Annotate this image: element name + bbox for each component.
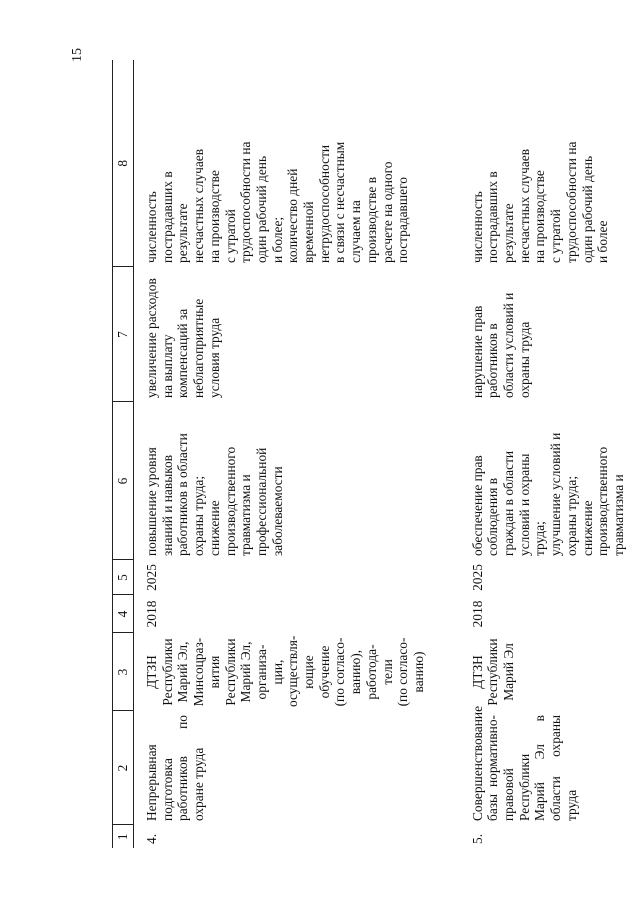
cell-line: травматизма и xyxy=(238,474,254,556)
cell-line: нетрудоспособности xyxy=(316,144,332,263)
cell-line: с утратой xyxy=(548,209,564,263)
header-row xyxy=(113,60,134,848)
cell-line: численность xyxy=(144,191,159,263)
cell-line: случаем на xyxy=(348,200,364,263)
cell-line: труда; xyxy=(532,521,548,556)
table-row xyxy=(430,60,630,848)
cell-line: работников в области xyxy=(175,433,191,556)
cell-line: Минсоцраз- xyxy=(191,637,207,707)
indicators-cell xyxy=(430,60,630,267)
cell-line: численность xyxy=(469,191,485,263)
cell-line: увеличение расходов xyxy=(144,278,159,398)
cell-line: компенсаций за xyxy=(175,308,191,398)
measure-name: Совершенствование базы нормативно-правовой Республики Марий Эл в области охраны труда xyxy=(469,705,579,821)
cell-line: (по согласо- xyxy=(332,637,348,707)
start-year: 2018 xyxy=(144,600,159,628)
cell-line: работода- xyxy=(363,644,379,700)
header-cell: 7 xyxy=(113,267,134,402)
end-year: 2025 xyxy=(469,564,485,591)
cell-line: производстве в xyxy=(363,176,379,263)
cell-line: результате xyxy=(501,203,517,263)
measure-name: Непрерывная подготовка работников по охране труда xyxy=(144,715,207,821)
expected-results-cell xyxy=(134,402,430,560)
cell-line: снижение xyxy=(579,500,595,556)
end-year: 2025 xyxy=(144,564,159,591)
header-cell: 3 xyxy=(113,633,134,711)
cell-line: охраны труда; xyxy=(563,475,579,556)
cell-line: обеспечение прав xyxy=(469,455,485,556)
cell-line: пострадавшего xyxy=(395,177,411,263)
executors-cell xyxy=(134,633,430,711)
cell-line: улучшение условий и xyxy=(548,432,564,556)
cell-line: результате xyxy=(175,203,191,263)
risks-cell xyxy=(430,267,630,402)
cell-line: пострадавших в xyxy=(159,171,175,263)
cell-line: условия труда xyxy=(206,317,222,398)
cell-line: на производстве xyxy=(532,170,548,263)
cell-line: количество дней xyxy=(285,168,301,263)
rotated-table-container xyxy=(112,60,626,848)
cell-line: работников в xyxy=(485,323,501,398)
cell-line: неблагоприятные xyxy=(191,298,207,398)
cell-line: Республики xyxy=(159,638,175,706)
cell-line: граждан в области xyxy=(501,450,517,556)
cell-line: на производстве xyxy=(206,170,222,263)
cell-line: условий и охраны xyxy=(516,453,532,556)
cell-line: области условий и xyxy=(501,292,517,398)
cell-line: и более xyxy=(595,220,611,263)
executors-cell xyxy=(430,633,630,711)
indicators-cell xyxy=(134,60,430,267)
header-cell: 1 xyxy=(113,825,134,848)
cell-line: вития xyxy=(206,655,222,689)
row-number: 5. xyxy=(469,833,485,844)
expected-results-cell xyxy=(430,402,630,560)
cell-line: знаний и навыков xyxy=(159,454,175,556)
cell-line: с утратой xyxy=(222,209,238,263)
cell-line: производственного xyxy=(222,446,238,556)
cell-line: охраны труда; xyxy=(191,475,207,556)
cell-line: Марий Эл, xyxy=(175,641,191,703)
cell-line: заболеваемости xyxy=(269,466,285,556)
cell-line: нарушение прав xyxy=(469,305,485,398)
cell-line: тели xyxy=(379,659,395,685)
cell-line: ции, xyxy=(269,659,285,685)
cell-line: травматизма и xyxy=(610,474,626,556)
page-number: 15 xyxy=(70,48,85,62)
cell-line: в связи с несчастным xyxy=(332,141,348,263)
cell-line: один рабочий день xyxy=(253,155,269,263)
cell-line: организа- xyxy=(253,644,269,700)
cell-line: (по согласо- xyxy=(395,637,411,707)
header-cell: 5 xyxy=(113,560,134,595)
cell-line: несчастных случаев xyxy=(191,148,207,263)
cell-line: ДТЗН xyxy=(144,655,159,689)
cell-line: ющие xyxy=(301,655,317,689)
cell-line: обучение xyxy=(316,645,332,699)
cell-line: трудоспособности на xyxy=(563,141,579,263)
cell-line: один рабочий день xyxy=(579,155,595,263)
cell-line: Республики xyxy=(485,638,501,706)
table-row xyxy=(134,60,430,848)
cell-line: охраны труда xyxy=(516,321,532,398)
header-cell: 6 xyxy=(113,402,134,560)
header-cell: 4 xyxy=(113,595,134,633)
header-cell: 8 xyxy=(113,60,134,267)
cell-line: временной xyxy=(301,201,317,263)
cell-line: пострадавших в xyxy=(485,171,501,263)
cell-line: осуществля- xyxy=(285,635,301,707)
row-number: 4. xyxy=(144,833,159,844)
cell-line: Марий Эл xyxy=(501,643,517,701)
cell-line: несчастных случаев xyxy=(516,148,532,263)
cell-line: профессиональной xyxy=(253,447,269,556)
cell-line: ванию), xyxy=(348,649,364,695)
header-cell: 2 xyxy=(113,711,134,825)
cell-line: ванию) xyxy=(410,651,426,693)
cell-line: расчете на одного xyxy=(379,161,395,263)
cell-line: повышение уровня xyxy=(144,447,159,556)
start-year: 2018 xyxy=(469,600,485,628)
program-table xyxy=(112,60,630,848)
risks-cell xyxy=(134,267,430,402)
cell-line: Республики xyxy=(222,638,238,706)
cell-line: и более; xyxy=(269,216,285,263)
cell-line: ДТЗН xyxy=(469,655,485,689)
cell-line: Марий Эл, xyxy=(238,641,254,703)
cell-line: снижение xyxy=(206,500,222,556)
cell-line: производственного xyxy=(595,446,611,556)
cell-line: соблюдения в xyxy=(485,477,501,556)
cell-line: трудоспособности на xyxy=(238,141,254,263)
cell-line: на выплату xyxy=(159,334,175,398)
